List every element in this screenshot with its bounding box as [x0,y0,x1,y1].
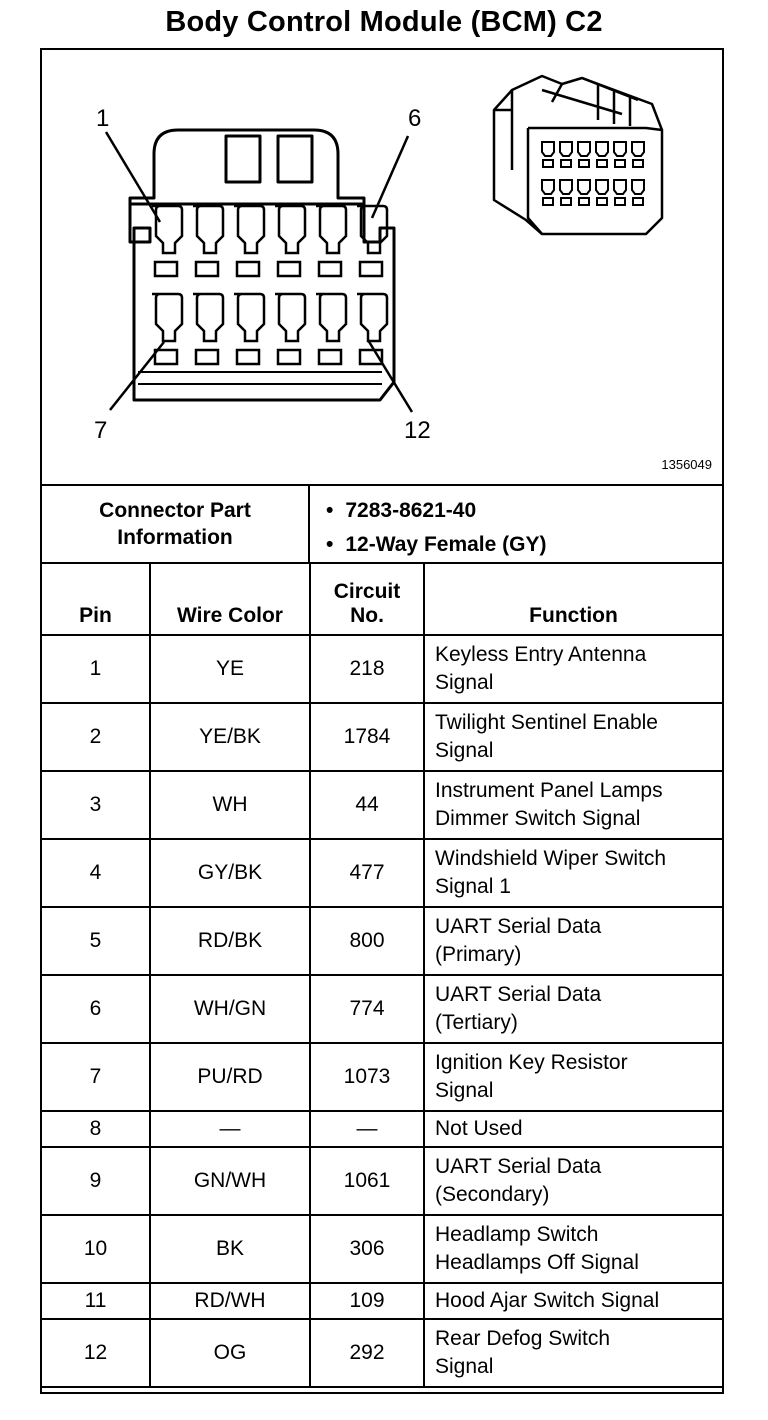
iso-pin-cavity [596,142,608,156]
pin-cavity [193,206,223,253]
iso-pin-cavity [560,142,572,156]
function-line1: Ignition Key Resistor [435,1051,628,1074]
table-row [42,1215,722,1283]
page-title: Body Control Module (BCM) C2 [165,6,603,38]
connector-label-line2: Information [117,526,233,549]
function-line2: Dimmer Switch Signal [435,807,641,830]
iso-lock-window [543,198,553,205]
cell-wire-color: OG [150,1319,310,1387]
table-row [42,975,722,1043]
cell-circuit: 1073 [310,1043,424,1111]
iso-lock-window [579,198,589,205]
iso-pin-cavity [596,180,608,194]
table-row [42,771,722,839]
cell-pin: 10 [42,1215,150,1283]
cell-circuit: 292 [310,1319,424,1387]
connector-part-label [42,486,310,562]
housing-outline [130,130,394,400]
cell-pin: 3 [42,771,150,839]
cell-wire-color: GY/BK [150,839,310,907]
cavity-lock-window [319,350,341,364]
function-line2: Signal [435,671,494,694]
iso-pin-cavity [614,142,626,156]
function-line2: Signal [435,1355,494,1378]
cell-wire-color: RD/WH [150,1283,310,1319]
cell-pin: 2 [42,703,150,771]
cavity-lock-window [237,262,259,276]
cell-wire-color: — [150,1111,310,1147]
function-line1: Not Used [435,1117,523,1140]
function-line2: Signal [435,1079,494,1102]
callout-line-6 [372,136,408,218]
callout-label-1: 1 [96,105,110,132]
cell-function [424,1319,722,1387]
table-row [42,1283,722,1319]
connector-part-list [326,494,546,562]
cell-pin: 12 [42,1319,150,1387]
iso-pin-cavity [578,142,590,156]
iso-lock-window [579,160,589,167]
callout-line-1 [106,132,160,222]
function-line1: Twilight Sentinel Enable [435,711,658,734]
connector-face-drawing [42,50,722,484]
cavity-lock-window [155,350,177,364]
cell-circuit: 477 [310,839,424,907]
pin-cavity [316,206,346,253]
cell-function [424,907,722,975]
cell-pin: 11 [42,1283,150,1319]
pin-cavity [152,206,182,253]
iso-lock-window [615,198,625,205]
callout-label-7: 7 [94,417,108,444]
cell-circuit: 44 [310,771,424,839]
header-circuit: Circuit No. [310,564,424,635]
function-line2: Headlamps Off Signal [435,1251,639,1274]
cavity-lock-window [319,262,341,276]
cell-function [424,1283,722,1319]
connector-sheet [40,48,724,1394]
pin-cavity [275,206,305,253]
pin-table-header [42,564,722,635]
iso-pin-cavity [632,180,644,194]
table-row [42,1147,722,1215]
iso-lock-window [561,160,571,167]
iso-lock-window [615,160,625,167]
header-pin: Pin [42,564,150,635]
iso-lock-window [597,160,607,167]
cell-function [424,1111,722,1147]
connector-label-line1: Connector Part [99,499,251,522]
pin-table [42,564,722,1388]
iso-lock-window [543,160,553,167]
cell-function [424,975,722,1043]
connector-type: • 12-Way Female (GY) [326,528,546,562]
connector-diagram [42,50,722,486]
part-number: • 7283-8621-40 [326,494,546,528]
header-wire-color: Wire Color [150,564,310,635]
table-row [42,1043,722,1111]
pin-cavity [316,294,346,341]
iso-pin-cavity [542,180,554,194]
cell-circuit: 800 [310,907,424,975]
cell-pin: 4 [42,839,150,907]
cell-circuit: 306 [310,1215,424,1283]
cavity-lock-window [155,262,177,276]
cell-function [424,839,722,907]
latch-left [226,136,260,182]
pin-cavity [357,294,387,341]
cell-circuit: — [310,1111,424,1147]
cell-wire-color: YE [150,635,310,703]
cell-function [424,1147,722,1215]
cell-circuit: 774 [310,975,424,1043]
cell-circuit: 218 [310,635,424,703]
iso-lock-window [597,198,607,205]
pin-cavity [234,294,264,341]
iso-pin-cavity [614,180,626,194]
function-line1: UART Serial Data [435,915,602,938]
iso-pin-cavity [542,142,554,156]
cell-circuit: 1784 [310,703,424,771]
cell-pin: 7 [42,1043,150,1111]
table-row [42,1319,722,1387]
table-row [42,839,722,907]
cell-function [424,703,722,771]
cell-function [424,771,722,839]
cell-pin: 6 [42,975,150,1043]
table-row [42,907,722,975]
function-line1: Headlamp Switch [435,1223,599,1246]
cell-pin: 1 [42,635,150,703]
cell-wire-color: WH [150,771,310,839]
function-line1: Keyless Entry Antenna [435,643,647,666]
function-line2: (Tertiary) [435,1011,518,1034]
table-row [42,635,722,703]
iso-lock-window [633,198,643,205]
function-line2: (Secondary) [435,1183,550,1206]
callout-label-6: 6 [408,105,422,132]
figure-number: 1356049 [661,457,712,472]
latch-right [278,136,312,182]
function-line1: UART Serial Data [435,1155,602,1178]
connector-part-information [42,486,722,564]
cell-wire-color: WH/GN [150,975,310,1043]
cell-function [424,1215,722,1283]
iso-pin-cavity [632,142,644,156]
pin-cavity [275,294,305,341]
function-line1: UART Serial Data [435,983,602,1006]
cell-wire-color: BK [150,1215,310,1283]
function-line2: (Primary) [435,943,522,966]
function-line1: Windshield Wiper Switch [435,847,667,870]
callout-label-12: 12 [404,417,431,444]
iso-pin-cavity [578,180,590,194]
cavity-lock-window [278,262,300,276]
function-line1: Rear Defog Switch [435,1327,611,1350]
cell-pin: 5 [42,907,150,975]
cell-wire-color: YE/BK [150,703,310,771]
iso-lock-window [561,198,571,205]
table-row [42,703,722,771]
function-line2: Signal 1 [435,875,511,898]
function-line1: Instrument Panel Lamps [435,779,663,802]
pin-cavity [152,294,182,341]
function-line1: Hood Ajar Switch Signal [435,1289,660,1312]
pin-cavity [234,206,264,253]
cell-pin: 8 [42,1111,150,1147]
cell-wire-color: PU/RD [150,1043,310,1111]
pin-cavity [193,294,223,341]
cell-wire-color: GN/WH [150,1147,310,1215]
cell-function [424,635,722,703]
cavity-lock-window [278,350,300,364]
cell-circuit: 1061 [310,1147,424,1215]
cavity-lock-window [360,262,382,276]
iso-pin-cavity [560,180,572,194]
cell-wire-color: RD/BK [150,907,310,975]
iso-lock-window [633,160,643,167]
cell-function [424,1043,722,1111]
header-function: Function [424,564,722,635]
cell-circuit: 109 [310,1283,424,1319]
cell-pin: 9 [42,1147,150,1215]
table-row [42,1111,722,1147]
function-line2: Signal [435,739,494,762]
cavity-lock-window [237,350,259,364]
cavity-lock-window [196,350,218,364]
cavity-lock-window [196,262,218,276]
